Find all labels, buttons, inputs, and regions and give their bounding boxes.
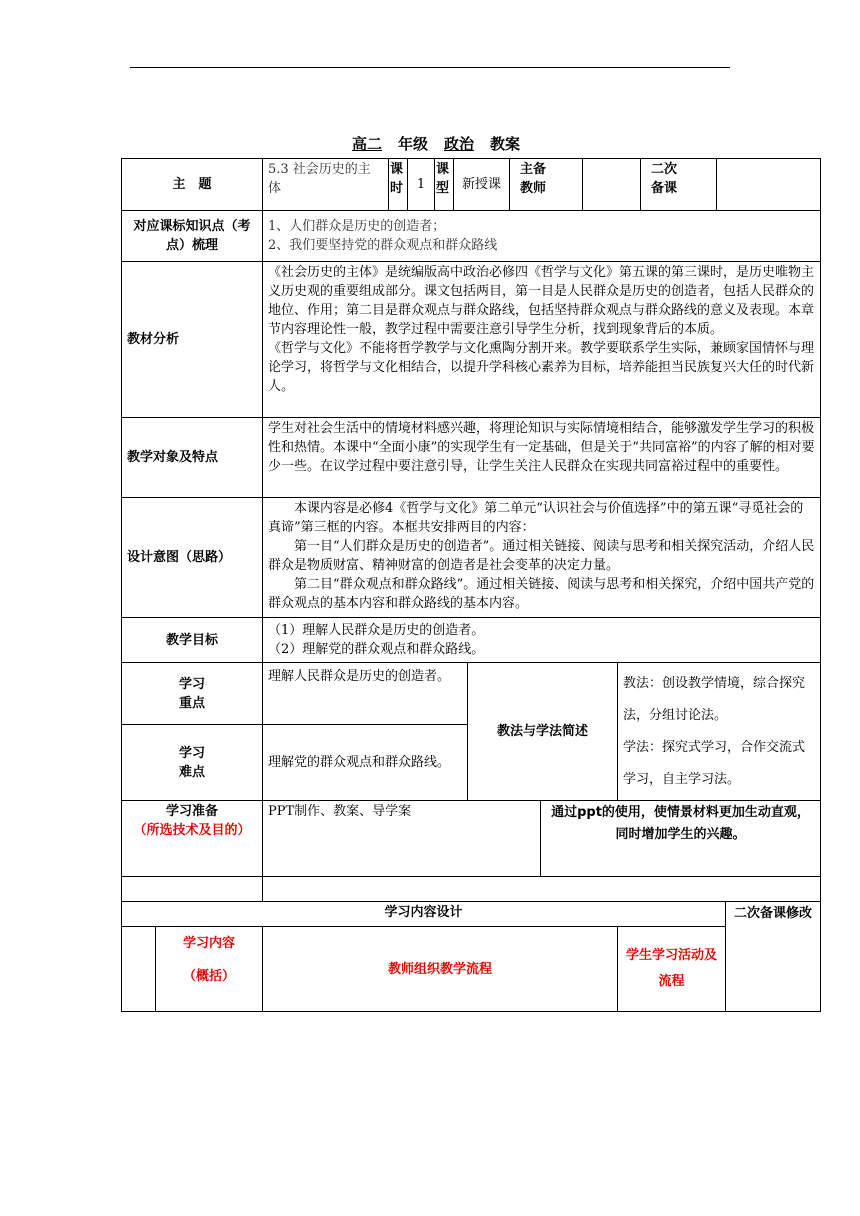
design-label: 设计意图（思路） [122,498,263,618]
content-label-main: 学习内容 [182,936,235,951]
material-paragraph: 《社会历史的主体》是统编版高中政治必修四《哲学与文化》第五课的第三课时，是历史唯物主义历史观的重要组成部分。课文包括两目，第一目是人民群众是历史的创造者，包括人民群众的地位、作用；第二目是群众观点与群众路线，包括坚持群众观点与群众路线的意义及表现。本章节内容理论性一般，教学过程中需要注意引导学生分析，找到现象背后的本质。 [268,265,815,337]
objective-item: （1）理解人民群众是历史的创造者。 [268,623,485,638]
title-grade: 高二 [351,135,382,153]
content-design-table [121,901,821,1012]
content-design-header: 学习内容设计 [122,902,726,927]
empty-cell [122,877,263,902]
header-table [121,158,821,211]
material-analysis-text [263,262,821,418]
knowledge-item: 1、人们群众是历史的创造者； [268,219,446,234]
students-label: 教学对象及特点 [122,418,263,498]
second-prep-modify-label: 二次备课修改 [726,902,821,1012]
prep-purpose: 通过ppt的使用，使情景材料更加生动直观，同时增加学生的兴趣。 [541,801,821,877]
difficulty-label [122,725,263,801]
design-text [263,498,821,618]
knowledge-label: 对应课标知识点（考点）梳理 [122,211,263,262]
teach-method: 教法：创设教学情境，综合探究法，分组讨论法。 [623,675,806,723]
difficulty-label-line: 学习 [178,745,205,761]
prep-teacher-value [583,159,641,211]
header-rule [130,67,730,68]
hours-value: 1 [408,159,435,211]
body-table [121,210,821,663]
learn-method: 学法：探究式学习，合作交流式学习，自主学习法。 [623,739,806,787]
hours-label: 课时 [389,159,408,211]
second-prep-cell [717,159,821,211]
design-paragraph: 本课内容是必修4《哲学与文化》第二单元“认识社会与价值选择”中的第五课“寻觅社会的真谛”第三框的内容。本框共安排两目的内容： [268,501,804,535]
prep-materials: PPT制作、教案、导学案 [263,801,541,877]
key-point-label [122,663,263,725]
title-subject: 政治 [444,135,475,153]
objective-item: （2）理解党的群众观点和群众路线。 [268,642,485,657]
teacher-flow-label: 教师组织教学流程 [263,927,618,1012]
content-label-sub: （概括） [182,969,235,984]
type-value: 新授课 [454,159,510,211]
difficulty-label-line: 难点 [178,764,205,780]
content-label [156,927,263,1012]
material-paragraph: 《哲学与文化》不能将哲学教学与文化熏陶分割开来。教学要联系学生实际，兼顾家国情怀与理论学习，将哲学与文化相结合，以提升学科核心素养为目标，培养能担当民族复兴大任的时代新人。 [268,341,815,394]
method-label: 教法与学法简述 [468,663,618,801]
material-analysis-label: 教材分析 [122,262,263,418]
page-title [0,133,860,154]
type-label: 课型 [435,159,454,211]
prep-label [122,801,263,877]
difficulty-text: 理解党的群众观点和群众路线。 [263,725,468,801]
index-cell [122,927,156,1012]
key-point-text: 理解人民群众是历史的创造者。 [263,663,468,725]
key-point-label-line: 学习 [178,676,205,692]
title-grade-suffix: 年级 [397,135,428,153]
prep-label-main: 学习准备 [165,804,218,819]
key-point-label-line: 重点 [178,695,205,711]
topic-value: 5.3 社会历史的主体 [263,159,389,211]
design-paragraph: 第二目“群众观点和群众路线”。通过相关链接、阅读与思考和相关探究，介绍中国共产党的群众观点的基本内容和群众路线的基本内容。 [268,577,815,611]
student-flow-label: 学生学习活动及流程 [618,927,726,1012]
second-prep-label: 二次备课 [641,159,717,211]
students-text: 学生对社会生活中的情境材料感兴趣，将理论知识与实际情境相结合，能够激发学生学习的积极性和热情。本课中“全面小康”的实现学生有一定基础，但是关于“共同富裕”的内容了解的相对要少一些。在议学过程中要注意引导，让学生关注人民群众在实现共同富裕过程中的重要性。 [263,418,821,498]
focus-table [121,662,821,801]
method-text [618,663,821,801]
empty-cell [263,877,821,902]
prep-label-sub: （所选技术及目的） [133,823,251,838]
design-paragraph: 第一目“人们群众是历史的创造者”。通过相关链接、阅读与思考和相关探究活动，介绍人民群众是物质财富、精神财富的创造者是社会变革的决定力量。 [268,539,815,573]
objectives-list [263,618,821,663]
prep-teacher-label: 主备教师 [510,159,583,211]
objectives-label: 教学目标 [122,618,263,663]
prep-table [121,800,821,902]
topic-label: 主 题 [122,159,263,211]
knowledge-item: 2、我们要坚持党的群众观点和群众路线 [268,238,498,253]
title-doc-type: 教案 [490,135,521,153]
knowledge-list [263,211,821,262]
